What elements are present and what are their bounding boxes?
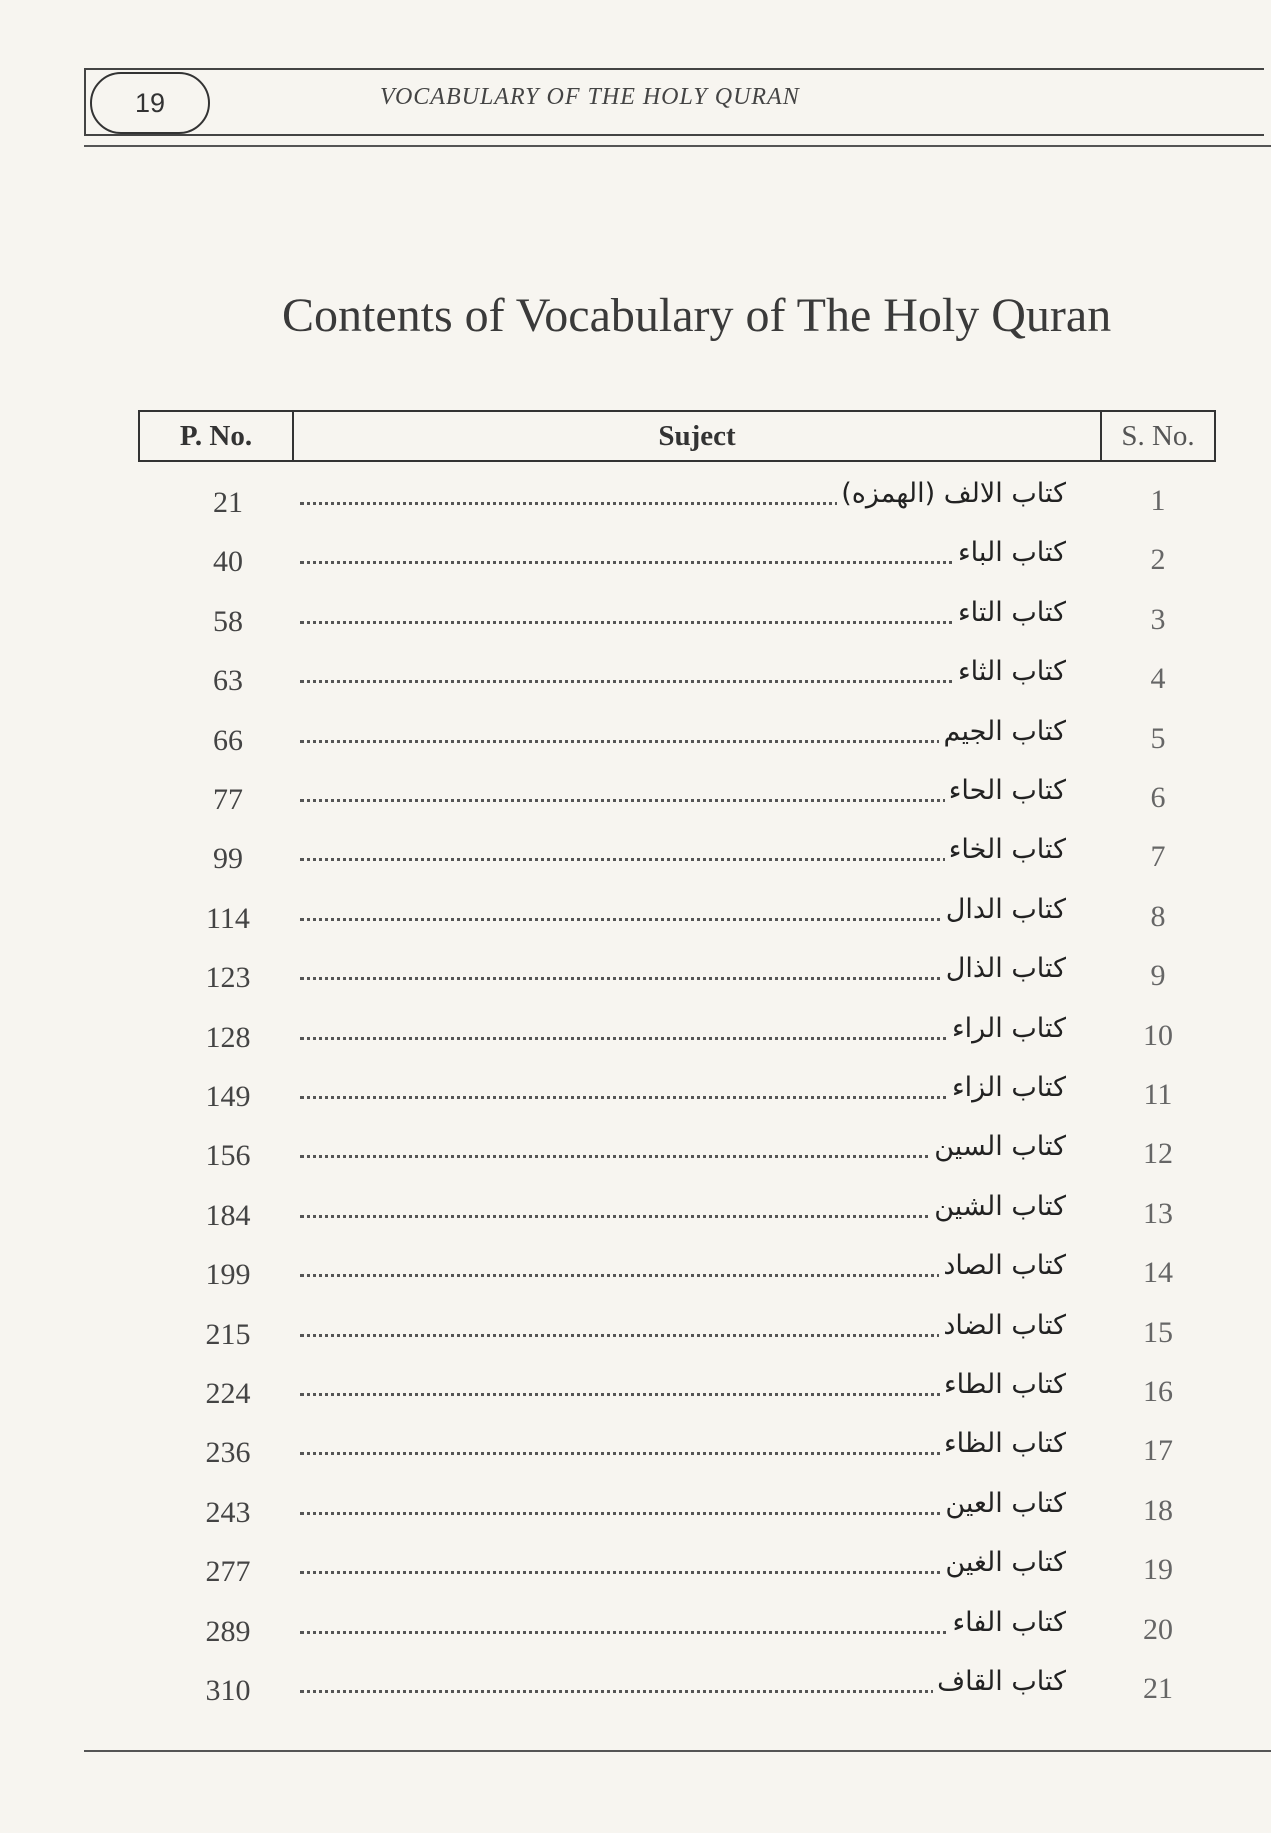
serial-number-cell: 16 [1143,1375,1173,1408]
dot-leader [300,858,1038,861]
page-number-cell: 149 [205,1080,251,1113]
serial-number-cell: 9 [1150,959,1166,993]
page-number-cell: 277 [205,1555,251,1589]
subject-cell: كتاب السين [930,1131,1066,1162]
dot-leader [300,1215,1038,1218]
page-number-cell: 114 [206,901,250,935]
subject-cell: كتاب الشين [930,1191,1066,1222]
subject-cell: كتاب الطاء [940,1369,1066,1400]
subject-cell: كتاب الفاء [948,1607,1066,1638]
dot-leader [300,621,1038,624]
serial-number-cell: 4 [1150,662,1166,696]
table-row [138,716,1216,766]
serial-number-cell: 17 [1143,1434,1173,1468]
table-row [138,537,1216,587]
dot-leader [300,1393,1038,1396]
column-header-serial: S. No. [1100,412,1214,460]
header-rule [84,145,1271,147]
table-row [138,1369,1216,1419]
subject-cell: كتاب الخاء [945,834,1066,865]
table-row [138,1250,1216,1300]
table-row [138,597,1216,647]
dot-leader [300,1631,1038,1634]
dot-leader [300,740,1038,743]
subject-cell: كتاب الغين [941,1547,1066,1578]
dot-leader [300,680,1038,683]
page-number-cell: 58 [213,604,243,638]
page-title: Contents of Vocabulary of The Holy Quran [282,289,1112,342]
subject-cell: كتاب العين [941,1488,1066,1519]
page-number-cell: 236 [205,1436,251,1470]
table-row [138,1072,1216,1122]
dot-leader [300,918,1038,921]
dot-leader [300,1452,1038,1455]
page-number-cell: 21 [213,486,243,519]
table-row [138,1131,1216,1181]
page-number-cell: 77 [213,783,243,816]
table-row [138,1607,1216,1657]
dot-leader [300,1274,1038,1277]
serial-number-cell: 19 [1143,1553,1173,1587]
serial-number-cell: 2 [1150,543,1166,577]
dot-leader [300,561,1038,564]
page-number: 19 [90,72,210,134]
serial-number-cell: 11 [1143,1078,1173,1111]
serial-number-cell: 18 [1143,1493,1173,1527]
subject-cell: كتاب الالف (الهمزه) [837,478,1066,509]
dot-leader [300,1037,1038,1040]
subject-cell: كتاب الحاء [945,775,1066,806]
table-row [138,1666,1216,1716]
serial-number-cell: 12 [1143,1137,1173,1171]
table-row [138,1013,1216,1063]
serial-number-cell: 8 [1150,899,1166,933]
subject-cell: كتاب الصاد [939,1250,1066,1281]
serial-number-cell: 1 [1150,484,1166,517]
table-header [138,410,1216,462]
serial-number-cell: 13 [1143,1196,1173,1230]
table-row [138,775,1216,825]
serial-number-cell: 20 [1143,1612,1173,1646]
page-number-cell: 128 [205,1020,251,1054]
table-row [138,1547,1216,1597]
page-number-cell: 224 [205,1377,251,1410]
page-number-cell: 66 [213,723,243,757]
table-row [138,953,1216,1003]
subject-cell: كتاب القاف [933,1666,1066,1697]
serial-number-cell: 15 [1143,1315,1173,1349]
dot-leader [300,1571,1038,1574]
subject-cell: كتاب الراء [948,1013,1066,1044]
table-row [138,834,1216,884]
subject-cell: كتاب الضاد [939,1310,1066,1341]
page-number-cell: 243 [205,1495,251,1529]
page-number-cell: 289 [205,1614,251,1648]
serial-number-cell: 14 [1143,1256,1173,1290]
table-row [138,1191,1216,1241]
dot-leader [300,1155,1038,1158]
table-row [138,656,1216,706]
column-header-page: P. No. [140,412,294,460]
dot-leader [300,1334,1038,1337]
serial-number-cell: 6 [1150,781,1166,814]
serial-number-cell: 3 [1150,602,1166,636]
subject-cell: كتاب الظاء [940,1428,1066,1459]
page-number-cell: 215 [205,1317,251,1351]
subject-cell: كتاب الباء [954,537,1066,568]
page-number-cell: 310 [205,1674,251,1707]
table-row [138,1310,1216,1360]
dot-leader [300,799,1038,802]
page-number-cell: 156 [205,1139,251,1173]
subject-cell: كتاب الزاء [948,1072,1066,1103]
page-number-cell: 184 [205,1198,251,1232]
column-header-subject: Suject [658,419,736,452]
dot-leader [300,1690,1038,1693]
page-number-cell: 123 [205,961,251,995]
dot-leader [300,1096,1038,1099]
table-row [138,478,1216,528]
subject-cell: كتاب الجيم [939,716,1066,747]
serial-number-cell: 7 [1150,840,1166,874]
table-row [138,1428,1216,1478]
page-number-cell: 99 [213,842,243,876]
serial-number-cell: 21 [1143,1672,1173,1705]
page-number-cell: 40 [213,545,243,579]
page-number-cell: 199 [205,1258,251,1292]
subject-cell: كتاب التاء [954,597,1066,628]
serial-number-cell: 5 [1150,721,1166,755]
subject-cell: كتاب الذال [942,953,1066,984]
running-title: VOCABULARY OF THE HOLY QURAN [380,84,800,110]
table-row [138,1488,1216,1538]
footer-rule [84,1750,1271,1752]
dot-leader [300,1512,1038,1515]
subject-cell: كتاب الثاء [954,656,1066,687]
dot-leader [300,977,1038,980]
subject-cell: كتاب الدال [942,894,1066,925]
serial-number-cell: 10 [1143,1018,1173,1052]
table-row [138,894,1216,944]
page-number-cell: 63 [213,664,243,698]
